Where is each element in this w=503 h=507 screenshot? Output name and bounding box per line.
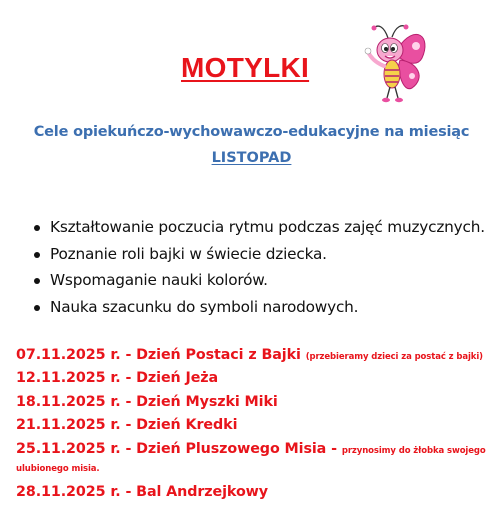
butterfly-icon [360, 18, 430, 108]
event-note-continuation: ulubionego misia. [16, 463, 100, 474]
list-item: Wspomaganie nauki kolorów. [34, 271, 485, 298]
page-title: MOTYLKI [181, 52, 310, 83]
event-item: 07.11.2025 r. - Dzień Postaci z Bajki (przebieramy dzieci za postać z bajki) [16, 347, 483, 363]
event-item: 28.11.2025 r. - Bal Andrzejkowy [16, 483, 268, 500]
month-label: LISTOPAD [211, 150, 292, 166]
list-item: Kształtowanie poczucia rytmu podczas zajęć muzycznych. [34, 218, 485, 245]
event-item: 21.11.2025 r. - Dzień Kredki [16, 417, 238, 434]
events-list [16, 347, 486, 507]
bullet-icon [34, 252, 40, 258]
event-item: 18.11.2025 r. - Dzień Myszki Miki [16, 393, 278, 410]
list-item: Poznanie roli bajki w świecie dziecka. [34, 245, 485, 272]
event-item: 25.11.2025 r. - Dzień Pluszowego Misia - przynosimy do żłobka swojego [16, 440, 486, 457]
event-note: przynosimy do żłobka swojego [341, 445, 486, 456]
bullet-icon [34, 305, 40, 311]
bullet-icon [34, 225, 40, 231]
goals-list [34, 218, 485, 324]
month-heading [0, 150, 503, 166]
event-item: 12.11.2025 r. - Dzień Jeża [16, 370, 219, 387]
list-item: Nauka szacunku do symboli narodowych. [34, 298, 485, 325]
subtitle: Cele opiekuńczo-wychowawczo-edukacyjne na miesiąc [33, 124, 470, 140]
bullet-icon [34, 278, 40, 284]
event-note: (przebieramy dzieci za postać z bajki) [305, 352, 483, 362]
